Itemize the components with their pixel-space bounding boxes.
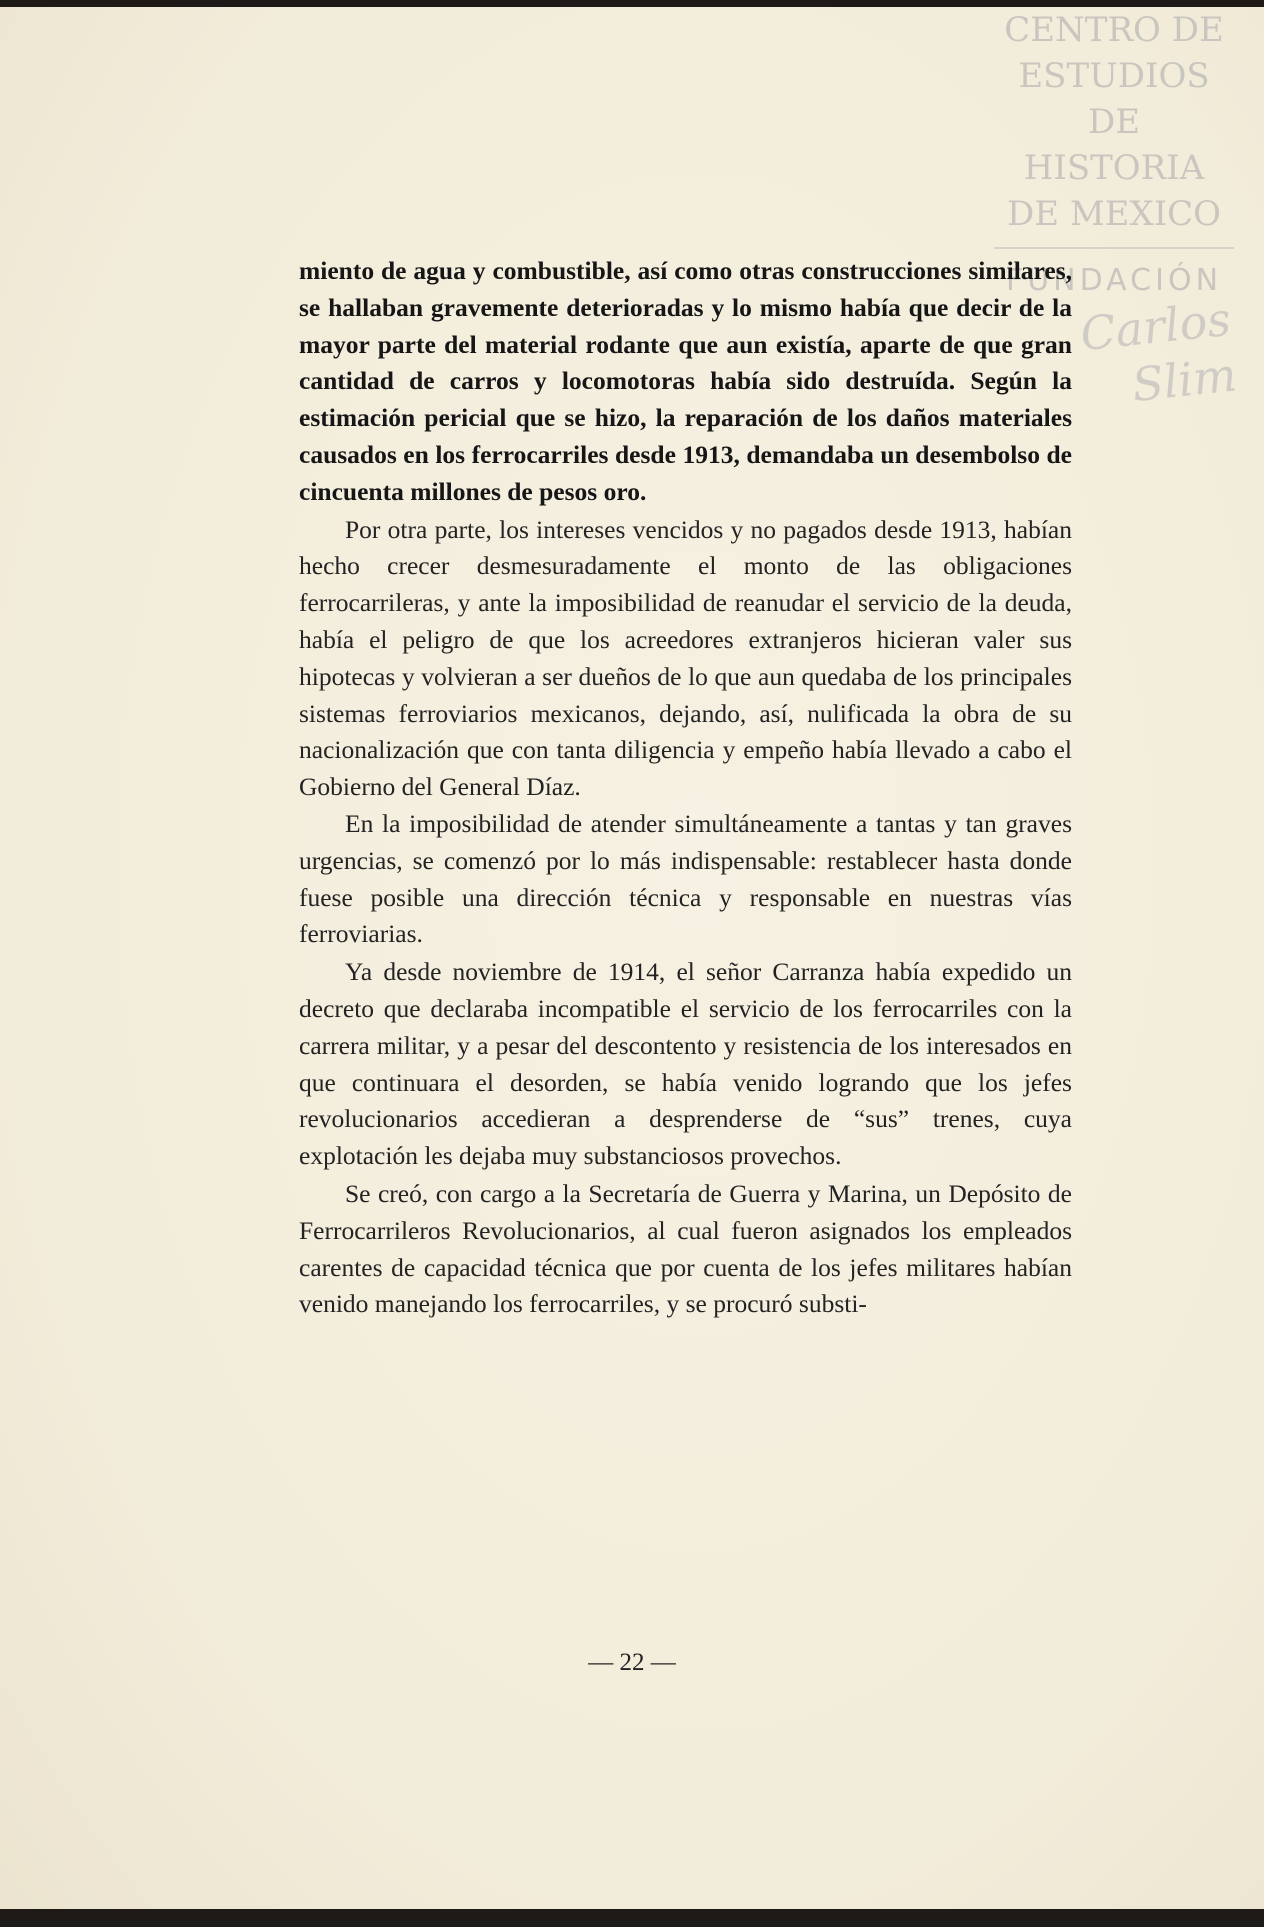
- watermark-foundation: FUNDACIÓN: [1005, 263, 1223, 298]
- watermark-line-2: ESTUDIOS: [1018, 56, 1210, 96]
- watermark-divider: [994, 247, 1234, 249]
- watermark-line-4: DE MEXICO: [1006, 194, 1222, 234]
- watermark-line-3: DE HISTORIA: [1023, 102, 1205, 188]
- body-text: [299, 253, 1072, 1323]
- paragraph-2: Por otra parte, los intereses vencidos y no pagados desde 1913, habían hecho crecer desmesuradamente el monto de las obligaciones ferrocarrileras, y ante la imposibilidad de reanudar el servicio de la deuda, había el peligro de que los acreedores extranjeros hicieran valer sus hipotecas y volvieran a ser dueños de lo que aun quedaba de los principales sistemas ferroviarios mexicanos, dejando, así, nulificada la obra de su nacionalización que con tanta diligencia y empeño había llevado a cabo el Gobierno del General Díaz.: [299, 514, 1072, 802]
- scanned-page: [0, 7, 1264, 1909]
- paragraph-4: Ya desde noviembre de 1914, el señor Carranza había expedido un decreto que declaraba incompatible el servicio de los ferrocarriles con la carrera militar, y a pesar del descontento y resistencia de los interesados en que continuara el desorden, se había venido logrando que los jefes revolucionarios accedieran a desprenderse de “sus” trenes, cuya explotación les dejaba muy substanciosos provechos.: [299, 957, 1072, 1171]
- paragraph-1: miento de agua y combustible, así como otras construcciones similares, se hallaban gravemente deterioradas y lo mismo había que decir de la mayor parte del material rodante que aun existía, aparte de que gran cantidad de carros y locomotoras había sido destruída. Según la estimación pericial que se hizo, la reparación de los daños materiales causados en los ferrocarriles desde 1913, demandaba un desembolso de cincuenta millones de pesos oro.: [299, 256, 1072, 506]
- scan-bottom-edge: [0, 1909, 1264, 1927]
- watermark-line-1: CENTRO DE: [1004, 10, 1224, 50]
- paragraph-3: En la imposibilidad de atender simultáneamente a tantas y tan graves urgencias, se comenzó por lo más indispensable: restablecer hasta donde fuese posible una dirección técnica y responsable en nuestras vías ferroviarias.: [299, 808, 1072, 949]
- watermark-signature: Carlos Slim: [1077, 291, 1240, 413]
- paragraph-5: Se creó, con cargo a la Secretaría de Guerra y Marina, un Depósito de Ferrocarrileros Revolucionarios, al cual fueron asignados los empleados carentes de capacidad técnica que por cuenta de los jefes militares habían venido manejando los ferrocarriles, y se procuró substi-: [299, 1178, 1072, 1319]
- page-number: — 22 —: [588, 1649, 676, 1676]
